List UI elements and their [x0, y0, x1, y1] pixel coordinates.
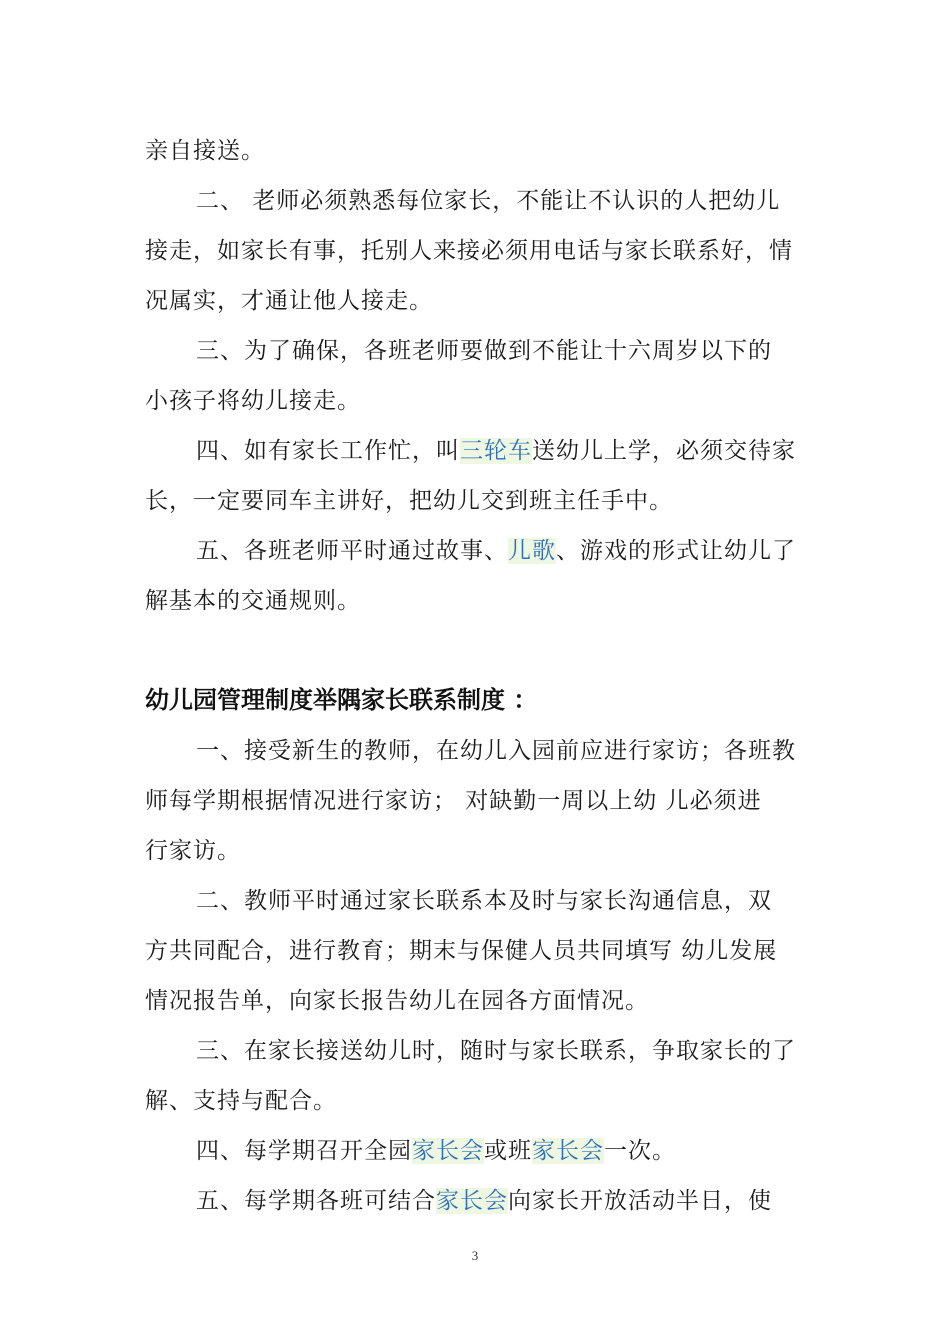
text-segment: 、游戏的形式让幼儿了	[556, 538, 796, 564]
text-segment: 一次。	[604, 1138, 676, 1164]
paragraph-line: 三、在家长接送幼儿时，随时与家长联系，争取家长的了	[196, 1038, 796, 1064]
paragraph-line	[196, 436, 810, 466]
paragraph-line: 一、接受新生的教师，在幼儿入园前应进行家访；各班教	[196, 738, 796, 764]
text-segment: 送幼儿上学，必须交待家	[532, 438, 796, 464]
paragraph-line: 方共同配合，进行教育；期末与保健人员共同填写 幼儿发展	[145, 938, 778, 964]
paragraph-line: 接走，如家长有事，托别人来接必须用电话与家长联系好，情	[145, 238, 793, 264]
text-segment: 五、每学期各班可结合	[196, 1188, 436, 1214]
section-heading: 幼儿园管理制度举隅家长联系制度 ：	[145, 686, 538, 714]
paragraph-line	[196, 1186, 810, 1216]
paragraph-line: 解基本的交通规则。	[145, 588, 361, 614]
text-segment: 四、每学期召开全园	[196, 1138, 412, 1164]
keyword-link[interactable]: 儿歌	[508, 538, 556, 564]
paragraph-line: 师每学期根据情况进行家访； 对缺勤一周以上幼 儿必须进	[145, 788, 762, 814]
paragraph-line	[196, 1136, 810, 1166]
paragraph-line	[196, 536, 810, 566]
keyword-link[interactable]: 三轮车	[460, 438, 532, 464]
paragraph-line: 三、为了确保，各班老师要做到不能让十六周岁以下的	[196, 338, 772, 364]
paragraph-line: 二、 老师必须熟悉每位家长，不能让不认识的人把幼儿	[196, 188, 781, 214]
text-segment: 五、各班老师平时通过故事、	[196, 538, 508, 564]
text-segment: 向家长开放活动半日，使	[508, 1188, 772, 1214]
keyword-link[interactable]: 家长会	[532, 1138, 604, 1164]
text-segment: 或班	[484, 1138, 532, 1164]
keyword-link[interactable]: 家长会	[436, 1188, 508, 1214]
paragraph-line: 解、支持与配合。	[145, 1088, 337, 1114]
keyword-link[interactable]: 家长会	[412, 1138, 484, 1164]
text-segment: 四、如有家长工作忙，叫	[196, 438, 460, 464]
paragraph-line: 亲自接送。	[145, 138, 265, 164]
paragraph-line: 情况报告单，向家长报告幼儿在园各方面情况。	[145, 988, 649, 1014]
paragraph-line: 长，一定要同车主讲好，把幼儿交到班主任手中。	[145, 488, 673, 514]
paragraph-line: 行家访。	[145, 838, 241, 864]
paragraph-line: 小孩子将幼儿接走。	[145, 388, 361, 414]
paragraph-line: 二、教师平时通过家长联系本及时与家长沟通信息，双	[196, 888, 772, 914]
page-number: 3	[471, 1248, 479, 1263]
paragraph-line: 况属实，才通让他人接走。	[145, 288, 433, 314]
